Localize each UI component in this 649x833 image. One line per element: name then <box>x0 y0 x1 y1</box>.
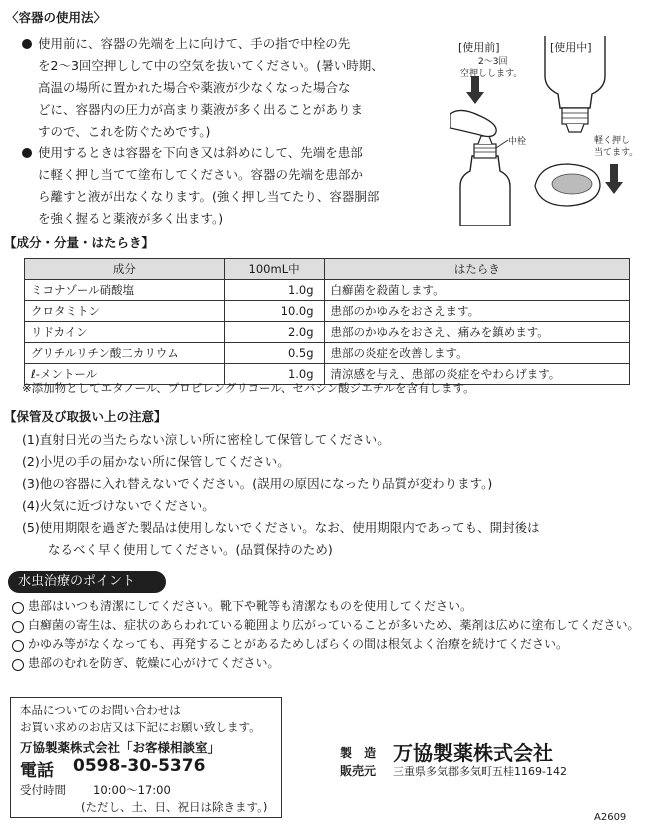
table-row <box>25 322 630 343</box>
contact-phone-label: 電話 <box>20 761 54 781</box>
tip-4-icon <box>12 659 24 671</box>
illustration-note-push-1: 2～3回 <box>478 57 508 67</box>
usage-bullet-1-line-1: 使用前に、容器の先端を上に向けて、手の指で中栓の先 <box>38 36 351 51</box>
storage-item-3: (3)他の容器に入れ替えないでください。(誤用の原因になったり品質が変わります。) <box>22 476 493 491</box>
ingredients-footnote: ※添加物としてエタノール、プロピレングリコール、セバシン酸ジエチルを含有します。 <box>22 381 475 395</box>
header-component: 成分 <box>25 259 225 280</box>
tip-3: かゆみ等がなくなっても、再発することがあるためしばらくの間は根気よく治療を続けてください。 <box>28 637 569 651</box>
cell-component: クロタミトン <box>25 301 225 322</box>
contact-line-1: 本品についてのお問い合わせは <box>20 703 181 717</box>
table-row <box>25 280 630 301</box>
maker-role-distributor: 販売元 <box>340 764 377 778</box>
cell-amount: 1.0g <box>224 280 324 301</box>
illustration-label-during: [使用中] <box>550 41 592 54</box>
cell-component: グリチルリチン酸二カリウム <box>25 343 225 364</box>
cell-function: 清涼感を与え、患部の炎症をやわらげます。 <box>324 364 629 385</box>
table-row <box>25 301 630 322</box>
storage-item-5: (5)使用期限を過ぎた製品は使用しないでください。なお、使用期限内であっても、開封後は <box>22 520 540 535</box>
usage-bullet-2-line-4: を強く握ると薬液が多く出ます。) <box>38 211 224 226</box>
cell-component: リドカイン <box>25 322 225 343</box>
storage-item-5-continued: なるべく早く使用してください。(品質保持のため) <box>48 542 333 557</box>
contact-hours-note: (ただし、土、日、祝日は除きます。) <box>81 800 268 814</box>
usage-bullet-1-icon <box>22 39 32 49</box>
ingredients-header-row <box>25 259 630 280</box>
illustration-stopper-label: 中栓 <box>508 137 527 147</box>
tip-2: 白癬菌の寄生は、症状のあらわれている範囲より広がっていることが多いため、薬剤は広めに塗布してください。 <box>28 618 640 632</box>
cell-component: ℓ-メントール <box>25 364 225 385</box>
illustration-note-press-1: 軽く押し <box>594 136 631 146</box>
tip-1: 患部はいつも清潔にしてください。靴下や靴等も清潔なものを使用してください。 <box>28 599 473 613</box>
usage-bullet-1-line-3: 高温の場所に置かれた場合や薬液が少なくなった場合な <box>38 80 351 95</box>
usage-bullet-1-line-4: どに、容器内の圧力が高まり薬液が多く出ることがありま <box>38 102 364 117</box>
usage-bullet-1-line-2: を2～3回空押しして中の空気を抜いてください。(暑い時期、 <box>38 58 384 73</box>
usage-bullet-1-line-5: すので、これを防ぐためです。) <box>38 124 211 139</box>
maker-name: 万協製薬株式会社 <box>393 741 553 765</box>
tip-1-icon <box>12 602 24 614</box>
usage-bullet-2-line-2: に軽く押し当てて塗布してください。容器の先端を患部か <box>38 167 364 182</box>
cell-amount: 2.0g <box>224 322 324 343</box>
maker-role-manufacture: 製 造 <box>340 746 381 760</box>
contact-hours-label: 受付時間 <box>20 783 66 797</box>
storage-item-1: (1)直射日光の当たらない涼しい所に密栓して保管してください。 <box>22 432 390 447</box>
cell-function: 患部の炎症を改善します。 <box>324 343 629 364</box>
usage-bullet-2-line-3: ら離すと液が出なくなります。(強く押し当てたり、容器胴部 <box>38 189 380 204</box>
tip-3-icon <box>12 640 24 652</box>
header-amount: 100mL中 <box>224 259 324 280</box>
tip-4: 患部のむれを防ぎ、乾燥に心がけてください。 <box>28 656 280 670</box>
cell-amount: 10.0g <box>224 301 324 322</box>
usage-bullet-2-line-1: 使用するときは容器を下向き又は斜めにして、先端を患部 <box>38 145 363 160</box>
ingredients-title: 【成分・分量・はたらき】 <box>4 235 155 250</box>
illustration-note-push-2: 空押しします。 <box>460 69 523 79</box>
ingredients-table <box>24 258 630 385</box>
usage-bullet-2-icon <box>22 148 32 158</box>
illustration-label-before: [使用前] <box>458 41 500 54</box>
cell-component: ミコナゾール硝酸塩 <box>25 280 225 301</box>
contact-company: 万協製薬株式会社「お客様相談室」 <box>20 740 221 755</box>
cell-amount: 0.5g <box>224 343 324 364</box>
cell-amount: 1.0g <box>224 364 324 385</box>
usage-illustration <box>450 36 640 226</box>
cell-function: 患部のかゆみをおさえ、痛みを鎮めます。 <box>324 322 629 343</box>
cell-function: 白癬菌を殺菌します。 <box>324 280 629 301</box>
contact-line-2: お買い求めのお店又は下記にお願い致します。 <box>20 720 261 734</box>
storage-item-4: (4)火気に近づけないでください。 <box>22 498 215 513</box>
header-function: はたらき <box>324 259 629 280</box>
usage-title: 〈容器の使用法〉 <box>6 10 107 25</box>
table-row <box>25 343 630 364</box>
contact-box <box>10 697 282 818</box>
storage-item-2: (2)小児の手の届かない所に保管してください。 <box>22 454 290 469</box>
storage-title: 【保管及び取扱い上の注意】 <box>4 409 167 424</box>
maker-address: 三重県多気郡多気町五桂1169-142 <box>393 765 567 778</box>
cell-function: 患部のかゆみをおさえます。 <box>324 301 629 322</box>
tip-2-icon <box>12 621 24 633</box>
tips-title: 水虫治療のポイント <box>8 571 166 593</box>
contact-hours: 10:00～17:00 <box>93 783 171 797</box>
illustration-note-press-2: 当てます。 <box>594 148 639 158</box>
product-code: A2609 <box>594 812 627 823</box>
contact-phone: 0598-30-5376 <box>73 756 206 776</box>
